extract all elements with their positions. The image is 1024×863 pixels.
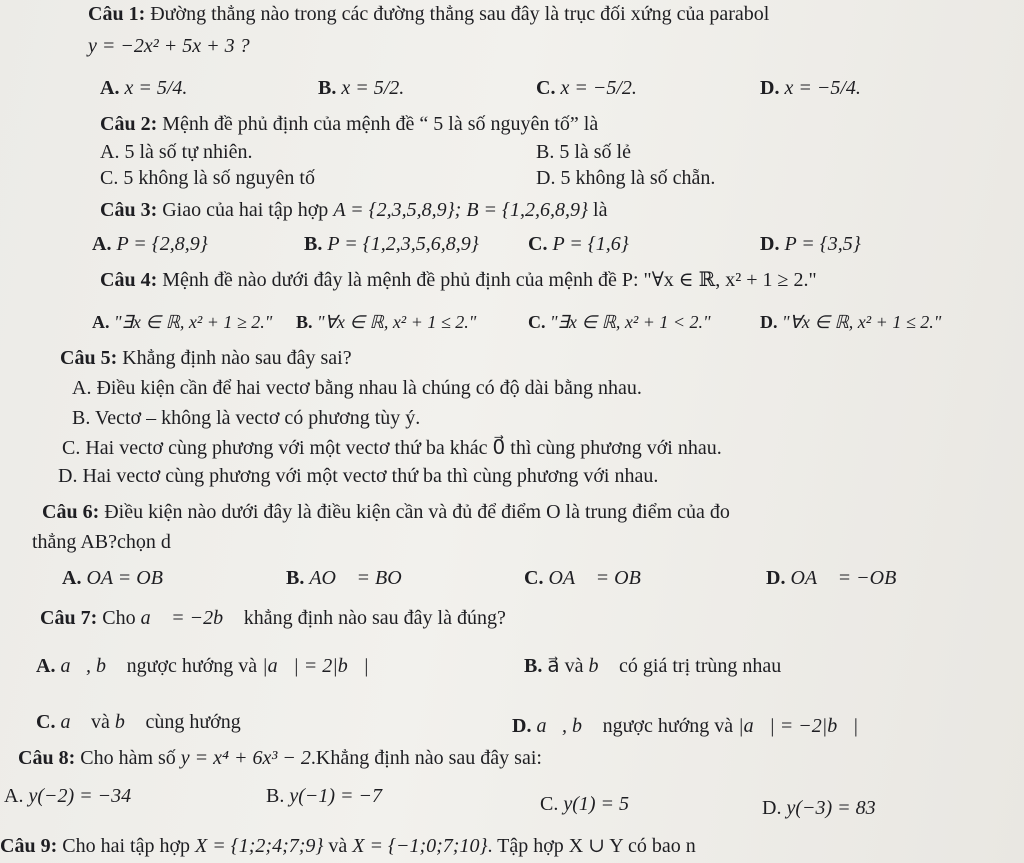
question-text-pre: Cho bbox=[102, 607, 136, 629]
question-1 bbox=[88, 2, 769, 26]
question-3 bbox=[100, 198, 607, 222]
question-5 bbox=[60, 346, 352, 370]
option-value: x = −5/2. bbox=[560, 77, 637, 99]
q4-option-b bbox=[296, 310, 476, 334]
q3-option-c bbox=[528, 232, 629, 256]
question-text-pre: Cho hàm số bbox=[80, 747, 176, 769]
q3-option-a bbox=[92, 232, 208, 256]
option-letter: A. bbox=[92, 233, 112, 255]
q4-option-a bbox=[92, 310, 272, 334]
q7-option-d bbox=[512, 714, 858, 738]
option-letter: C. bbox=[524, 567, 544, 589]
option-value: x = 5/4. bbox=[124, 77, 188, 99]
question-text: Khẳng định nào sau đây sai? bbox=[122, 347, 352, 369]
q3-option-b bbox=[304, 232, 479, 256]
q5-option-c: C. Hai vectơ cùng phương với một vectơ thứ ba khác 0⃗ thì cùng phương với nhau. bbox=[62, 437, 722, 459]
question-label: Câu 4: bbox=[100, 269, 158, 291]
q1-option-d bbox=[760, 76, 861, 100]
q5-option-a: A. Điều kiện cần để hai vectơ bằng nhau là chúng có độ dài bằng nhau. bbox=[72, 377, 642, 399]
option-letter: C. bbox=[540, 793, 559, 815]
q7-option-b bbox=[524, 654, 781, 678]
option-letter: D. bbox=[762, 797, 782, 819]
question-sets: A = {2,3,5,8,9}; B = {1,2,6,8,9} bbox=[333, 199, 589, 221]
option-vector: a⃗ bbox=[60, 711, 87, 733]
option-letter: D. bbox=[512, 715, 532, 737]
option-letter: B. bbox=[286, 567, 305, 589]
option-vector-2: b⃗ bbox=[114, 711, 141, 733]
option-letter: D. bbox=[760, 312, 778, 332]
option-value: P = {1,2,3,5,6,8,9} bbox=[327, 233, 479, 255]
option-value: "∃x ∈ ℝ, x² + 1 < 2." bbox=[550, 312, 711, 332]
q8-option-c bbox=[540, 792, 629, 816]
option-value: "∀x ∈ ℝ, x² + 1 ≤ 2." bbox=[317, 312, 477, 332]
question-label: Câu 6: bbox=[42, 501, 100, 523]
question-label: Câu 3: bbox=[100, 199, 158, 221]
option-letter: B. bbox=[318, 77, 337, 99]
option-letter: D. bbox=[766, 567, 786, 589]
q8-option-d bbox=[762, 796, 876, 820]
set-2: X = {−1;0;7;10} bbox=[352, 835, 488, 857]
option-text: có giá trị trùng nhau bbox=[619, 655, 782, 677]
option-value: y(−3) = 83 bbox=[786, 797, 876, 819]
q6-option-c bbox=[524, 566, 656, 590]
option-value: x = −5/4. bbox=[784, 77, 861, 99]
question-formula: a⃗ = −2b⃗ bbox=[140, 607, 239, 629]
q7-option-c bbox=[36, 710, 241, 734]
option-value: OA⃗ = −OB⃗ bbox=[790, 567, 912, 589]
option-letter: A. bbox=[100, 77, 120, 99]
q1-option-b bbox=[318, 76, 404, 100]
q1-option-a bbox=[100, 76, 187, 100]
question-label: Câu 1: bbox=[88, 3, 146, 25]
question-2 bbox=[100, 112, 598, 136]
option-value: OA⃗ = OB⃗ bbox=[548, 567, 657, 589]
q5-option-d: D. Hai vectơ cùng phương với một vectơ thứ ba thì cùng phương với nhau. bbox=[58, 465, 659, 487]
q8-option-b bbox=[266, 784, 382, 808]
option-letter: C. bbox=[528, 312, 546, 332]
option-letter: B. bbox=[304, 233, 323, 255]
option-text: ngược hướng và bbox=[602, 715, 734, 737]
question-label: Câu 9: bbox=[0, 835, 58, 857]
option-value: AO⃗ = BO⃗ bbox=[309, 567, 418, 589]
question-label: Câu 7: bbox=[40, 607, 98, 629]
option-value: P = {1,6} bbox=[552, 233, 629, 255]
question-and: và bbox=[328, 835, 348, 857]
question-text-post: . Tập hợp X ∪ Y có bao n bbox=[487, 835, 696, 857]
option-text: cùng hướng bbox=[145, 711, 241, 733]
option-letter: A. bbox=[92, 312, 110, 332]
question-6-continued: thẳng AB?chọn d bbox=[32, 531, 171, 553]
question-label: Câu 5: bbox=[60, 347, 118, 369]
q8-option-a bbox=[4, 784, 131, 808]
q6-option-a bbox=[62, 566, 163, 590]
option-value: "∀x ∈ ℝ, x² + 1 ≤ 2." bbox=[782, 312, 942, 332]
option-text: ngược hướng và bbox=[126, 655, 258, 677]
q2-option-a: A. 5 là số tự nhiên. bbox=[100, 141, 253, 163]
q4-option-c bbox=[528, 310, 711, 334]
question-7 bbox=[40, 606, 506, 630]
question-tail: là bbox=[593, 199, 608, 221]
q5-option-b: B. Vectơ – không là vectơ có phương tùy ý. bbox=[72, 407, 421, 429]
option-letter: C. bbox=[536, 77, 556, 99]
question-text: Điều kiện nào dưới đây là điều kiện cần và đủ để điểm O là trung điểm của đo bbox=[104, 501, 730, 523]
option-vector-2: b⃗ bbox=[588, 655, 615, 677]
question-9 bbox=[0, 834, 696, 858]
q6-option-b bbox=[286, 566, 417, 590]
q2-option-d: D. 5 không là số chẵn. bbox=[536, 167, 716, 189]
option-letter: C. bbox=[36, 711, 56, 733]
option-letter: B. bbox=[296, 312, 313, 332]
option-value: y(1) = 5 bbox=[563, 793, 630, 815]
q2-option-c: C. 5 không là số nguyên tố bbox=[100, 167, 315, 189]
option-value: P = {3,5} bbox=[784, 233, 861, 255]
q6-option-d bbox=[766, 566, 912, 590]
question-text-pre: Cho hai tập hợp bbox=[62, 835, 191, 857]
option-letter: D. bbox=[760, 77, 780, 99]
option-value: P = {2,8,9} bbox=[116, 233, 208, 255]
q4-option-d bbox=[760, 310, 941, 334]
question-formula: y = x⁴ + 6x³ − 2 bbox=[180, 747, 311, 769]
option-value: "∃x ∈ ℝ, x² + 1 ≥ 2." bbox=[114, 312, 273, 332]
option-value: y(−2) = −34 bbox=[28, 785, 132, 807]
question-8 bbox=[18, 746, 542, 770]
option-vectors: a⃗ và bbox=[547, 655, 584, 677]
question-text: Mệnh đề phủ định của mệnh đề “ 5 là số nguyên tố” là bbox=[162, 113, 599, 135]
question-4 bbox=[100, 268, 817, 292]
question-text-post: .Khẳng định nào sau đây sai: bbox=[310, 747, 542, 769]
question-text: Giao của hai tập hợp bbox=[162, 199, 329, 221]
question-text-post: khẳng định nào sau đây là đúng? bbox=[243, 607, 506, 629]
q7-option-a bbox=[36, 654, 369, 678]
question-label: Câu 2: bbox=[100, 113, 158, 135]
option-value: x = 5/2. bbox=[341, 77, 405, 99]
question-1-formula: y = −2x² + 5x + 3 ? bbox=[88, 35, 250, 57]
question-label: Câu 8: bbox=[18, 747, 76, 769]
option-value: y(−1) = −7 bbox=[289, 785, 383, 807]
option-letter: A. bbox=[36, 655, 56, 677]
option-letter: C. bbox=[528, 233, 548, 255]
question-6 bbox=[42, 500, 730, 524]
q2-option-b: B. 5 là số lẻ bbox=[536, 141, 631, 163]
question-text: Mệnh đề nào dưới đây là mệnh đề phủ định của mệnh đề P: "∀x ∈ ℝ, x² + 1 ≥ 2." bbox=[162, 269, 817, 291]
question-text: Đường thẳng nào trong các đường thẳng sau đây là trục đối xứng của parabol bbox=[150, 3, 770, 25]
q3-option-d bbox=[760, 232, 861, 256]
option-value: |a⃗| = 2|b⃗| bbox=[262, 655, 369, 677]
option-and: và bbox=[91, 711, 110, 733]
set-1: X = {1;2;4;7;9} bbox=[195, 835, 324, 857]
option-letter: B. bbox=[524, 655, 543, 677]
option-vectors: a⃗, b⃗ bbox=[536, 715, 598, 737]
option-value: OA = OB bbox=[86, 567, 163, 589]
option-letter: A. bbox=[4, 785, 24, 807]
option-value: |a⃗| = −2|b⃗| bbox=[738, 715, 859, 737]
option-letter: A. bbox=[62, 567, 82, 589]
option-letter: D. bbox=[760, 233, 780, 255]
q1-option-c bbox=[536, 76, 637, 100]
option-vectors: a⃗, b⃗ bbox=[60, 655, 122, 677]
option-letter: B. bbox=[266, 785, 285, 807]
